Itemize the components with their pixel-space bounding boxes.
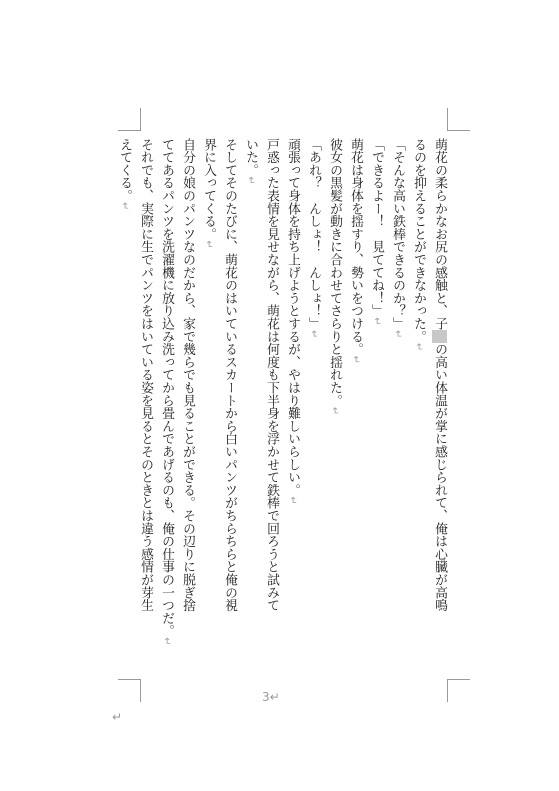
text-segment: 萌花は身体を揺すり、勢いをつける。 bbox=[348, 138, 363, 356]
paragraph-mark-icon: ↵ bbox=[119, 202, 130, 211]
document-body[interactable] bbox=[113, 138, 450, 678]
text-segment: 彼女の黒髪が動きに合わせてさらりと揺れた。 bbox=[327, 138, 342, 407]
text-segment: えてくる。 bbox=[117, 138, 132, 202]
text-segment: 萌花の柔らかなお尻の感触と、子 bbox=[432, 138, 447, 330]
text-segment: 界に入ってくる。 bbox=[201, 138, 216, 241]
text-line bbox=[345, 138, 366, 678]
text-segment: いた。 bbox=[243, 138, 258, 177]
text-line bbox=[135, 138, 156, 678]
text-line bbox=[114, 138, 135, 678]
text-line bbox=[429, 138, 450, 678]
paragraph-mark-icon: ↵ bbox=[329, 406, 340, 416]
text-segment: 戸惑った表情を見せながら、萌花は何度も下半身を浮かせて鉄棒で回ろうと試みて bbox=[264, 138, 279, 612]
text-segment: それでも、実際に生でパンツをはいている姿を見るとそのときとは違う感情が芽生 bbox=[138, 138, 153, 612]
text-line bbox=[303, 138, 324, 678]
text-line bbox=[408, 138, 429, 678]
text-line bbox=[282, 138, 303, 678]
highlighted-text bbox=[432, 330, 447, 343]
paragraph-mark-icon: ↵ bbox=[371, 317, 382, 326]
paragraph-mark-icon: ↵ bbox=[245, 176, 256, 185]
text-line bbox=[240, 138, 261, 678]
paragraph-mark-icon: ↵ bbox=[392, 330, 403, 339]
text-line bbox=[366, 138, 387, 678]
paragraph-mark-icon: ↵ bbox=[287, 496, 298, 505]
text-segment: 頑張って身体を持ち上げようとするが、やはり難しいらしい。 bbox=[285, 138, 300, 497]
text-line bbox=[387, 138, 408, 678]
text-line bbox=[198, 138, 219, 678]
text-segment: の高い体温が掌に感じられて、俺は心臓が高鳴 bbox=[432, 342, 447, 612]
paragraph-mark-icon: ↵ bbox=[203, 240, 214, 249]
text-line bbox=[177, 138, 198, 678]
text-segment: ててあるパンツを洗濯機に放り込み洗ってから畳んであげるのも、俺の仕事の一つだ。 bbox=[159, 138, 174, 638]
margin-corner-top-left bbox=[118, 108, 141, 131]
paragraph-mark-icon: ↵ bbox=[350, 355, 361, 364]
text-segment: 「そんな高い鉄棒できるのか？」 bbox=[390, 138, 405, 330]
text-line bbox=[261, 138, 282, 678]
text-segment: 「できるよー！ 見ててね！」 bbox=[369, 138, 384, 318]
paragraph-mark-icon: ↵ bbox=[161, 637, 172, 646]
paragraph-mark-icon: ↵ bbox=[308, 330, 319, 339]
margin-corner-top-right bbox=[447, 108, 470, 131]
text-line bbox=[156, 138, 177, 678]
margin-corner-bottom-left bbox=[118, 679, 141, 702]
margin-corner-bottom-right bbox=[447, 679, 470, 702]
end-of-document-mark: ↵ bbox=[112, 710, 123, 724]
paragraph-mark-icon: ↵ bbox=[413, 342, 424, 352]
text-line bbox=[219, 138, 240, 678]
text-segment: そしてそのたびに、萌花のはいているスカートから白いパンツがちらちらと俺の視 bbox=[222, 138, 237, 612]
text-line bbox=[324, 138, 345, 678]
text-segment: るのを抑えることができなかった。 bbox=[411, 138, 426, 343]
text-segment: 「あれ？ んしょ！ んしょ！」 bbox=[306, 138, 321, 330]
page-number: 3↵ bbox=[262, 690, 280, 704]
text-segment: 自分の娘のパンツなのだから、家で幾らでも見ることができる。その辺りに脱ぎ捨 bbox=[180, 138, 195, 612]
